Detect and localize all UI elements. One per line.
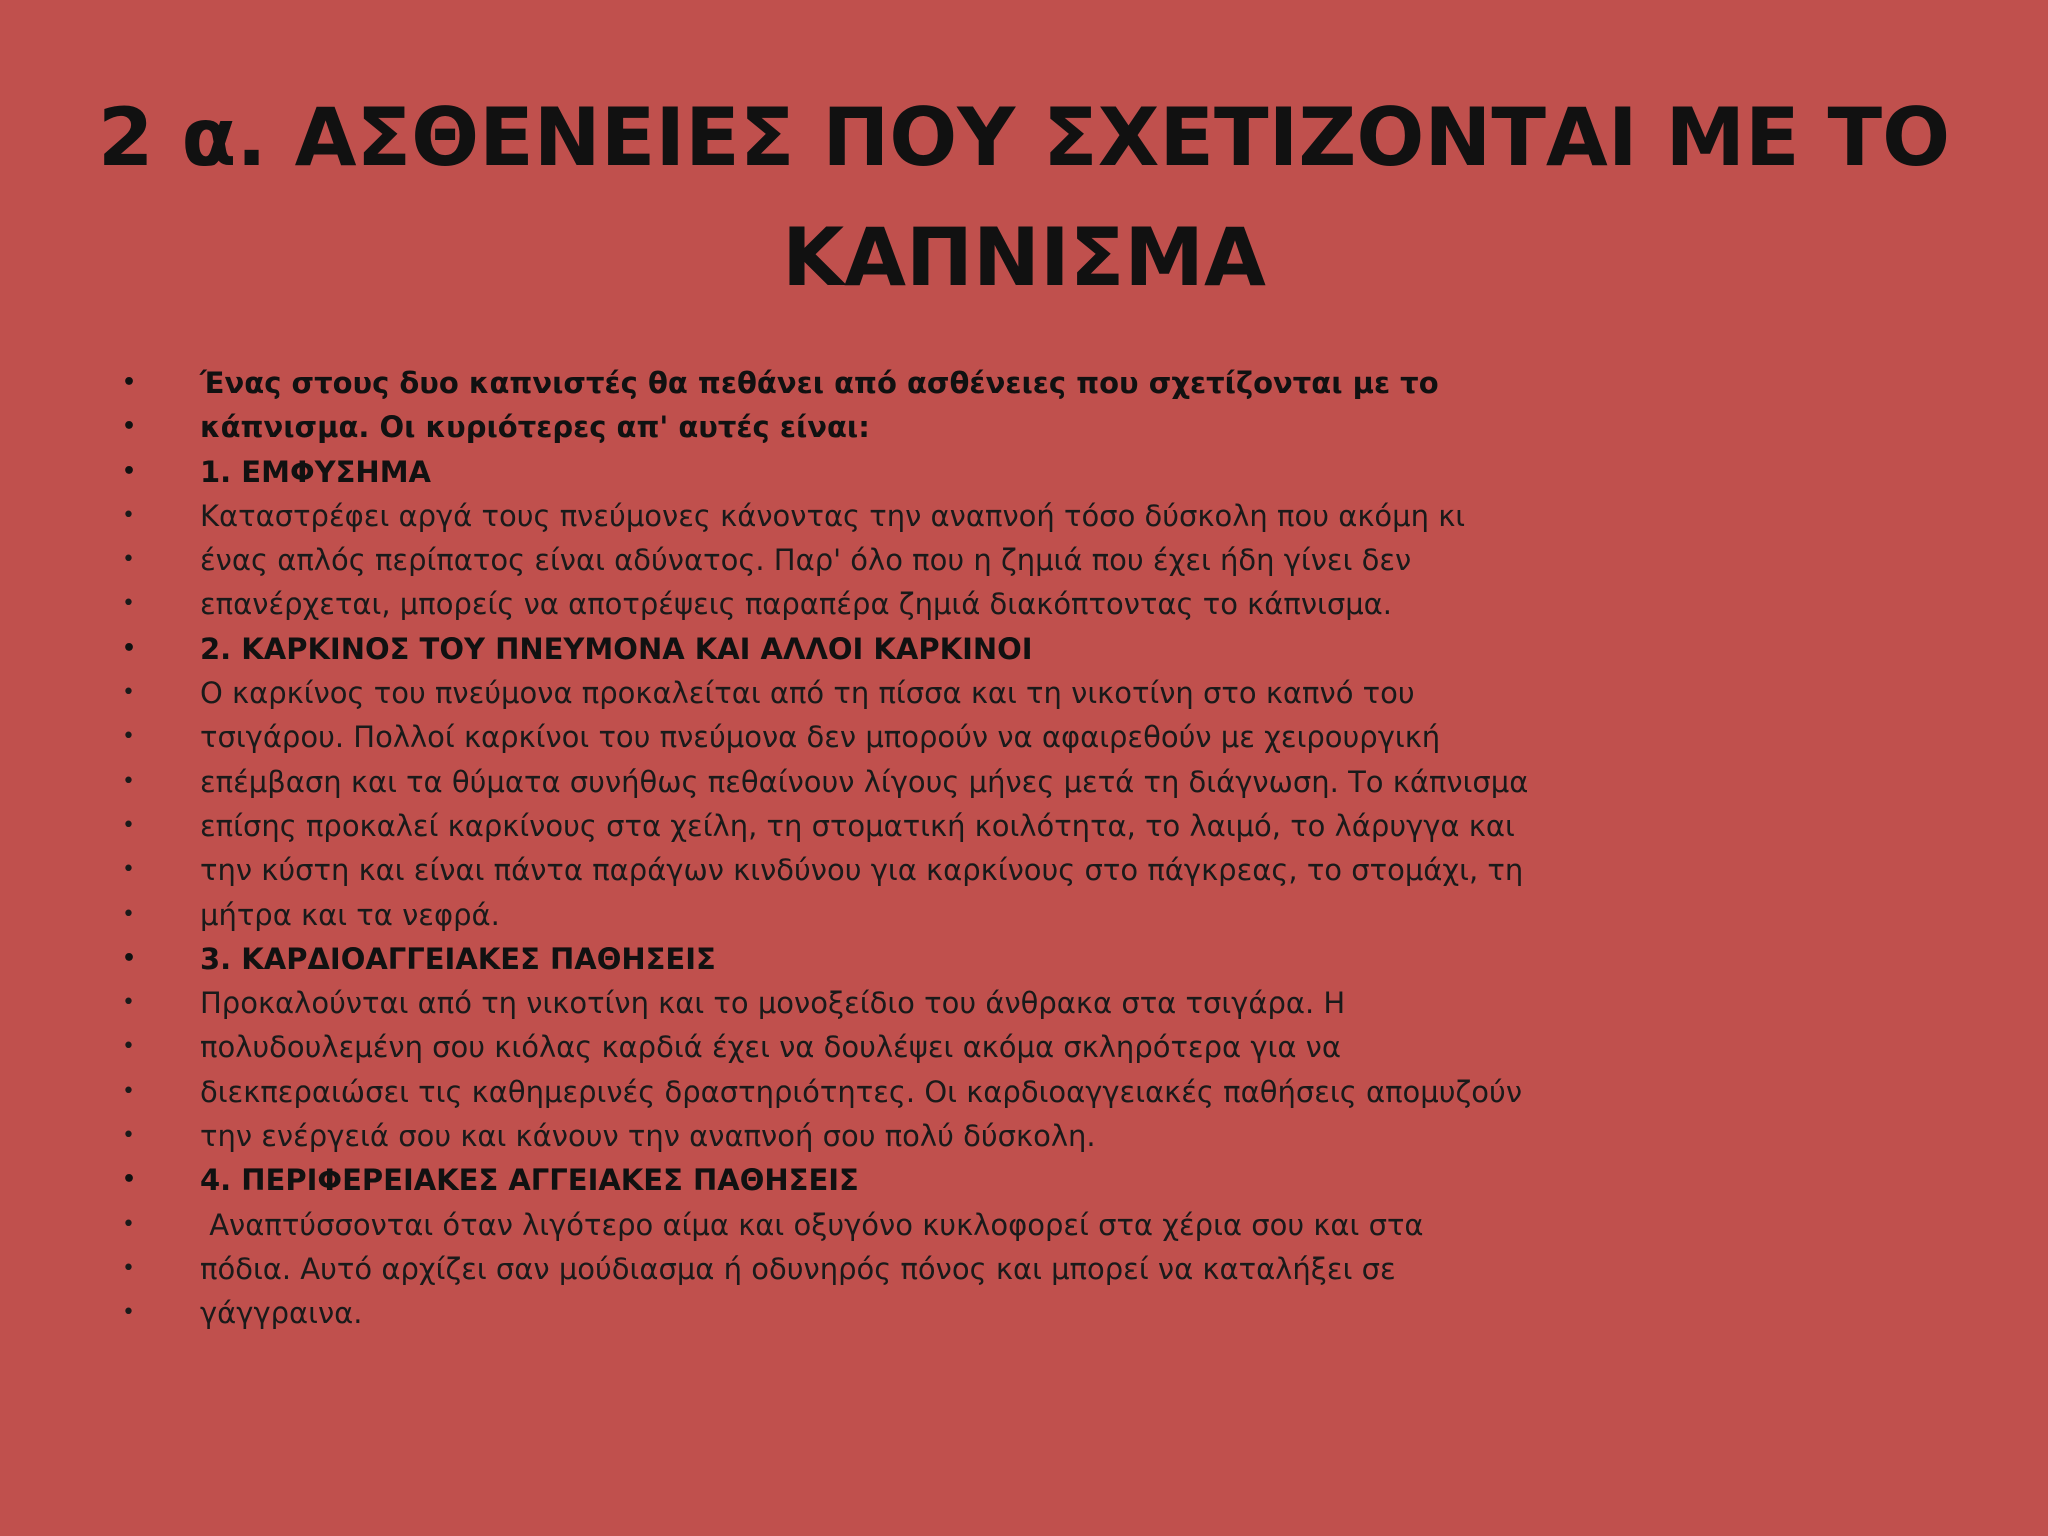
bullet-dot-icon: • xyxy=(122,724,135,750)
bullet-line xyxy=(118,361,1958,405)
bullet-text: Ο καρκίνος του πνεύμονα προκαλείται από τη πίσσα και τη νικοτίνη στο καπνό του xyxy=(200,676,1415,711)
bullet-text: γάγγραινα. xyxy=(200,1296,363,1331)
bullet-text: Καταστρέφει αργά τους πνεύμονες κάνοντας την αναπνοή τόσο δύσκολη που ακόμη κι xyxy=(200,498,1466,533)
bullet-text: 2. ΚΑΡΚΙΝΟΣ ΤΟΥ ΠΝΕΥΜΟΝΑ ΚΑΙ ΑΛΛΟΙ ΚΑΡΚΙΝΟΙ xyxy=(200,631,1033,666)
bullet-dot-icon: • xyxy=(122,990,135,1016)
bullet-line xyxy=(118,760,1958,804)
bullet-text: την κύστη και είναι πάντα παράγων κινδύνου για καρκίνους στο πάγκρεας, το στομάχι, τη xyxy=(200,853,1524,888)
slide-title-line-2: ΚΑΠΝΙΣΜΑ xyxy=(782,211,1266,304)
bullet-line xyxy=(118,937,1958,981)
bullet-line xyxy=(118,627,1958,671)
bullet-line xyxy=(118,848,1958,892)
bullet-line xyxy=(118,1203,1958,1247)
bullet-text: 3. ΚΑΡΔΙΟΑΓΓΕΙΑΚΕΣ ΠΑΘΗΣΕΙΣ xyxy=(200,941,716,976)
bullet-dot-icon: • xyxy=(122,414,137,440)
bullet-text: Ένας στους δυο καπνιστές θα πεθάνει από ασθένειες που σχετίζονται με το xyxy=(200,366,1439,400)
bullet-line xyxy=(118,1114,1958,1158)
bullet-dot-icon: • xyxy=(122,458,137,484)
bullet-text: τσιγάρου. Πολλοί καρκίνοι του πνεύμονα δεν μπορούν να αφαιρεθούν με χειρουργική xyxy=(200,720,1441,755)
bullet-line xyxy=(118,1158,1958,1202)
bullet-text: μήτρα και τα νεφρά. xyxy=(200,897,500,932)
bullet-dot-icon: • xyxy=(122,547,135,573)
bullet-dot-icon: • xyxy=(122,768,135,794)
bullet-text: 4. ΠΕΡΙΦΕΡΕΙΑΚΕΣ ΑΓΓΕΙΑΚΕΣ ΠΑΘΗΣΕΙΣ xyxy=(200,1163,859,1198)
bullet-text: πόδια. Αυτό αρχίζει σαν μούδιασμα ή οδυνηρός πόνος και μπορεί να καταλήξει σε xyxy=(200,1251,1396,1286)
bullet-dot-icon: • xyxy=(122,1211,135,1237)
slide-title-line-1: 2 α. ΑΣΘΕΝΕΙΕΣ ΠΟΥ ΣΧΕΤΙΖΟΝΤΑΙ ΜΕ ΤΟ xyxy=(97,91,1951,184)
bullet-text: ένας απλός περίπατος είναι αδύνατος. Παρ' όλο που η ζημιά που έχει ήδη γίνει δεν xyxy=(200,543,1412,578)
bullet-dot-icon: • xyxy=(122,1034,135,1060)
bullet-text: κάπνισμα. Οι κυριότερες απ' αυτές είναι: xyxy=(200,410,870,445)
bullet-line xyxy=(118,1070,1958,1114)
bullet-text: Προκαλούνται από τη νικοτίνη και το μονοξείδιο του άνθρακα στα τσιγάρα. Η xyxy=(200,986,1346,1021)
bullet-text: 1. ΕΜΦΥΣΗΜΑ xyxy=(200,454,431,489)
bullet-line xyxy=(118,671,1958,715)
bullet-dot-icon: • xyxy=(122,1078,135,1104)
bullet-text: διεκπεραιώσει τις καθημερινές δραστηριότητες. Οι καρδιοαγγειακές παθήσεις απομυζούν xyxy=(200,1074,1523,1109)
bullet-dot-icon: • xyxy=(122,812,135,838)
bullet-line xyxy=(118,450,1958,494)
bullet-text: Αναπτύσσονται όταν λιγότερο αίμα και οξυγόνο κυκλοφορεί στα χέρια σου και στα xyxy=(200,1207,1424,1242)
bullet-dot-icon: • xyxy=(122,1167,137,1193)
bullet-line xyxy=(118,715,1958,759)
bullet-dot-icon: • xyxy=(122,1123,135,1149)
bullet-dot-icon: • xyxy=(122,370,137,395)
bullet-line xyxy=(118,538,1958,582)
bullet-line xyxy=(118,494,1958,538)
bullet-text: επανέρχεται, μπορείς να αποτρέψεις παραπέρα ζημιά διακόπτοντας το κάπνισμα. xyxy=(200,587,1393,622)
bullet-text: πολυδουλεμένη σου κιόλας καρδιά έχει να δουλέψει ακόμα σκληρότερα για να xyxy=(200,1030,1341,1065)
bullet-text: την ενέργειά σου και κάνουν την αναπνοή σου πολύ δύσκολη. xyxy=(200,1119,1096,1154)
bullet-line xyxy=(118,893,1958,937)
bullet-dot-icon: • xyxy=(122,857,135,883)
bullet-line xyxy=(118,1291,1958,1335)
bullet-dot-icon: • xyxy=(122,901,135,927)
bullet-text: επέμβαση και τα θύματα συνήθως πεθαίνουν λίγους μήνες μετά τη διάγνωση. Το κάπνισμα xyxy=(200,764,1529,799)
bullet-line xyxy=(118,1025,1958,1069)
bullet-dot-icon: • xyxy=(122,591,135,617)
bullet-dot-icon: • xyxy=(122,680,135,706)
bullet-dot-icon: • xyxy=(122,945,137,971)
bullet-dot-icon: • xyxy=(122,502,135,528)
bullet-list xyxy=(118,361,1958,1336)
bullet-line xyxy=(118,804,1958,848)
bullet-line xyxy=(118,1247,1958,1291)
bullet-text: επίσης προκαλεί καρκίνους στα χείλη, τη στοματική κοιλότητα, το λαιμό, το λάρυγγα και xyxy=(200,808,1515,843)
bullet-line xyxy=(118,981,1958,1025)
bullet-dot-icon: • xyxy=(122,635,137,661)
bullet-line xyxy=(118,582,1958,626)
bullet-dot-icon: • xyxy=(122,1300,135,1326)
bullet-dot-icon: • xyxy=(122,1255,135,1281)
bullet-line xyxy=(118,405,1958,449)
slide-title xyxy=(0,78,2048,318)
